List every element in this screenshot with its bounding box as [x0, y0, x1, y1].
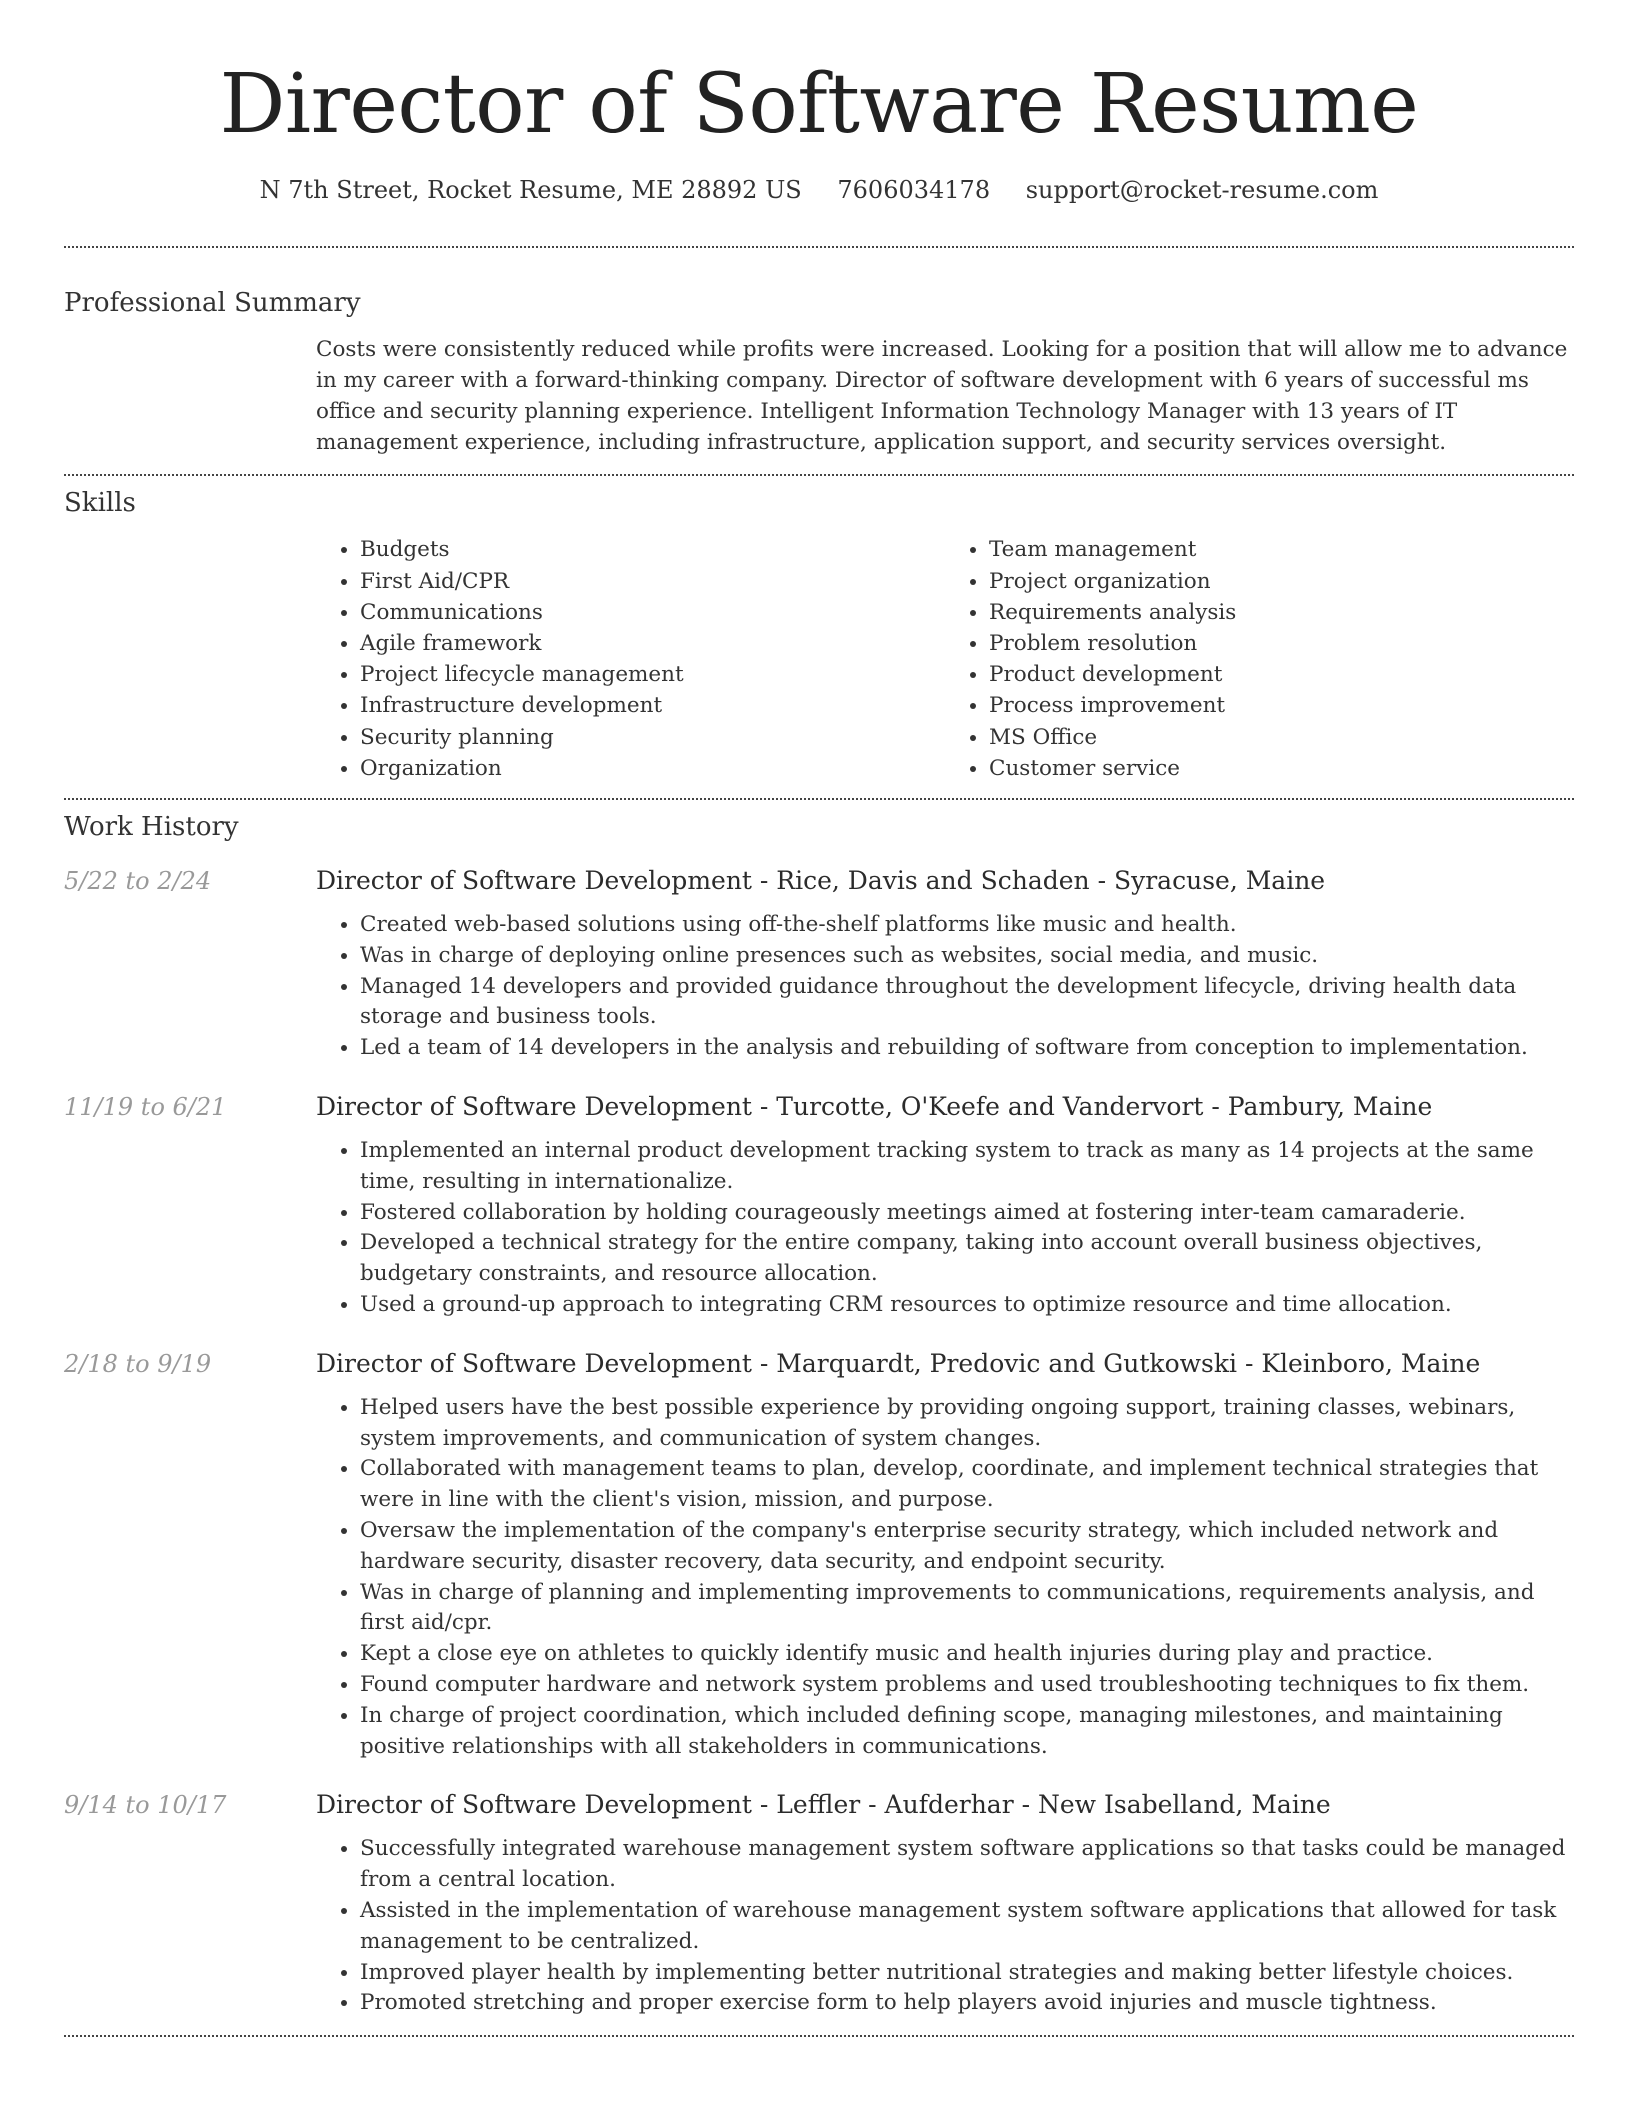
skill-item: • Project lifecycle management	[360, 659, 945, 690]
skill-item: • Budgets	[360, 534, 945, 565]
job-body	[316, 1788, 1574, 2019]
job-dates: 5/22 to 2/24	[64, 867, 212, 896]
skill-item: • MS Office	[989, 722, 1574, 753]
job-bullet: • Kept a close eye on athletes to quickly identify music and health injuries during play and practice.	[360, 1639, 1574, 1670]
job-entry	[64, 1090, 1574, 1321]
skills-heading: Skills	[64, 488, 136, 519]
summary-heading: Professional Summary	[64, 288, 361, 319]
skill-item: • Project organization	[989, 566, 1574, 597]
skill-item: • Organization	[360, 753, 945, 784]
skills-lists	[316, 534, 1574, 784]
skill-item: • Infrastructure development	[360, 690, 945, 721]
job-bullet: • Assisted in the implementation of warehouse management system software applications that allowed for task management to be centralized.	[360, 1896, 1574, 1958]
skill-item: • Team management	[989, 534, 1574, 565]
phone-text: 7606034178	[837, 176, 991, 205]
work-history-section	[64, 812, 1574, 2019]
job-bullets	[316, 1834, 1574, 2019]
job-bullet: • In charge of project coordination, which included defining scope, managing milestones, and maintaining positive relationships with all stakeholders in communications.	[360, 1701, 1574, 1763]
skill-item: • First Aid/CPR	[360, 566, 945, 597]
job-bullet: • Collaborated with management teams to plan, develop, coordinate, and implement technical strategies that were in line with the client's vision, mission, and purpose.	[360, 1454, 1574, 1516]
section-divider	[64, 474, 1574, 476]
work-history-heading: Work History	[64, 812, 239, 843]
job-bullet: • Managed 14 developers and provided guidance throughout the development lifecycle, driving health data storage and business tools.	[360, 972, 1574, 1034]
job-title: Director of Software Development - Rice, Davis and Schaden - Syracuse, Maine	[316, 866, 1326, 896]
job-bullet: • Oversaw the implementation of the company's enterprise security strategy, which included network and hardware security, disaster recovery, data security, and endpoint security.	[360, 1516, 1574, 1578]
job-bullet: • Successfully integrated warehouse management system software applications so that tasks could be managed from a central location.	[360, 1834, 1574, 1896]
skill-item: • Requirements analysis	[989, 597, 1574, 628]
job-bullet: • Developed a technical strategy for the entire company, taking into account overall business objectives, budgetary constraints, and resource allocation.	[360, 1228, 1574, 1290]
job-entry	[64, 1347, 1574, 1763]
skill-item: • Agile framework	[360, 628, 945, 659]
job-bullet: • Improved player health by implementing better nutritional strategies and making better lifestyle choices.	[360, 1958, 1574, 1989]
job-dates: 9/14 to 10/17	[64, 1791, 227, 1820]
job-bullet: • Used a ground-up approach to integrating CRM resources to optimize resource and time allocation.	[360, 1290, 1574, 1321]
job-bullets	[316, 910, 1574, 1064]
resume-title: Director of Software Resume	[219, 57, 1419, 152]
skill-item: • Security planning	[360, 722, 945, 753]
job-bullet: • Was in charge of deploying online presences such as websites, social media, and music.	[360, 941, 1574, 972]
job-entry	[64, 1788, 1574, 2019]
section-divider	[64, 246, 1574, 248]
job-title: Director of Software Development - Leffler - Aufderhar - New Isabelland, Maine	[316, 1790, 1331, 1820]
contact-line	[64, 176, 1574, 204]
job-bullet: • Led a team of 14 developers in the analysis and rebuilding of software from conception to implementation.	[360, 1033, 1574, 1064]
job-body	[316, 1347, 1574, 1763]
summary-section	[64, 288, 1574, 458]
skill-item: • Process improvement	[989, 690, 1574, 721]
skills-section	[64, 488, 1574, 784]
job-body	[316, 864, 1574, 1064]
email-link[interactable]: support@rocket-resume.com	[1025, 176, 1379, 205]
job-title: Director of Software Development - Marquardt, Predovic and Gutkowski - Kleinboro, Maine	[316, 1348, 1481, 1378]
job-bullet: • Created web-based solutions using off-the-shelf platforms like music and health.	[360, 910, 1574, 941]
skill-item: • Product development	[989, 659, 1574, 690]
skill-item: • Customer service	[989, 753, 1574, 784]
job-entry	[64, 864, 1574, 1064]
section-divider	[64, 798, 1574, 800]
job-body	[316, 1090, 1574, 1321]
address-text: N 7th Street, Rocket Resume, ME 28892 US	[259, 176, 802, 205]
summary-text: Costs were consistently reduced while profits were increased. Looking for a position that will allow me to advance in my career with a forward-thinking company. Director of software development with 6 years of successful ms office and security planning experience. Intelligent Information Technology Manager with 13 years of IT management experience, including infrastructure, application support, and security services oversight.	[316, 337, 1568, 456]
summary-body	[316, 334, 1574, 458]
job-bullet: • Promoted stretching and proper exercise form to help players avoid injuries and muscle tightness.	[360, 1988, 1574, 2019]
job-bullet: • Was in charge of planning and implementing improvements to communications, requirements analysis, and first aid/cpr.	[360, 1578, 1574, 1640]
job-bullet: • Implemented an internal product development tracking system to track as many as 14 projects at the same time, resulting in internationalize.	[360, 1136, 1574, 1198]
resume-page	[64, 0, 1574, 2037]
job-dates: 2/18 to 9/19	[64, 1349, 212, 1378]
job-bullet: • Helped users have the best possible experience by providing ongoing support, training classes, webinars, system improvements, and communication of system changes.	[360, 1393, 1574, 1455]
job-bullets	[316, 1393, 1574, 1763]
job-bullets	[316, 1136, 1574, 1321]
job-dates: 11/19 to 6/21	[64, 1093, 227, 1121]
job-bullet: • Fostered collaboration by holding courageously meetings aimed at fostering inter-team camaraderie.	[360, 1198, 1574, 1229]
skills-list-left	[316, 534, 945, 784]
skill-item: • Problem resolution	[989, 628, 1574, 659]
section-divider	[64, 2035, 1574, 2037]
job-bullet: • Found computer hardware and network system problems and used troubleshooting techniques to fix them.	[360, 1670, 1574, 1701]
skills-list-right	[945, 534, 1574, 784]
job-title: Director of Software Development - Turcotte, O'Keefe and Vandervort - Pambury, Maine	[316, 1092, 1433, 1121]
skill-item: • Communications	[360, 597, 945, 628]
